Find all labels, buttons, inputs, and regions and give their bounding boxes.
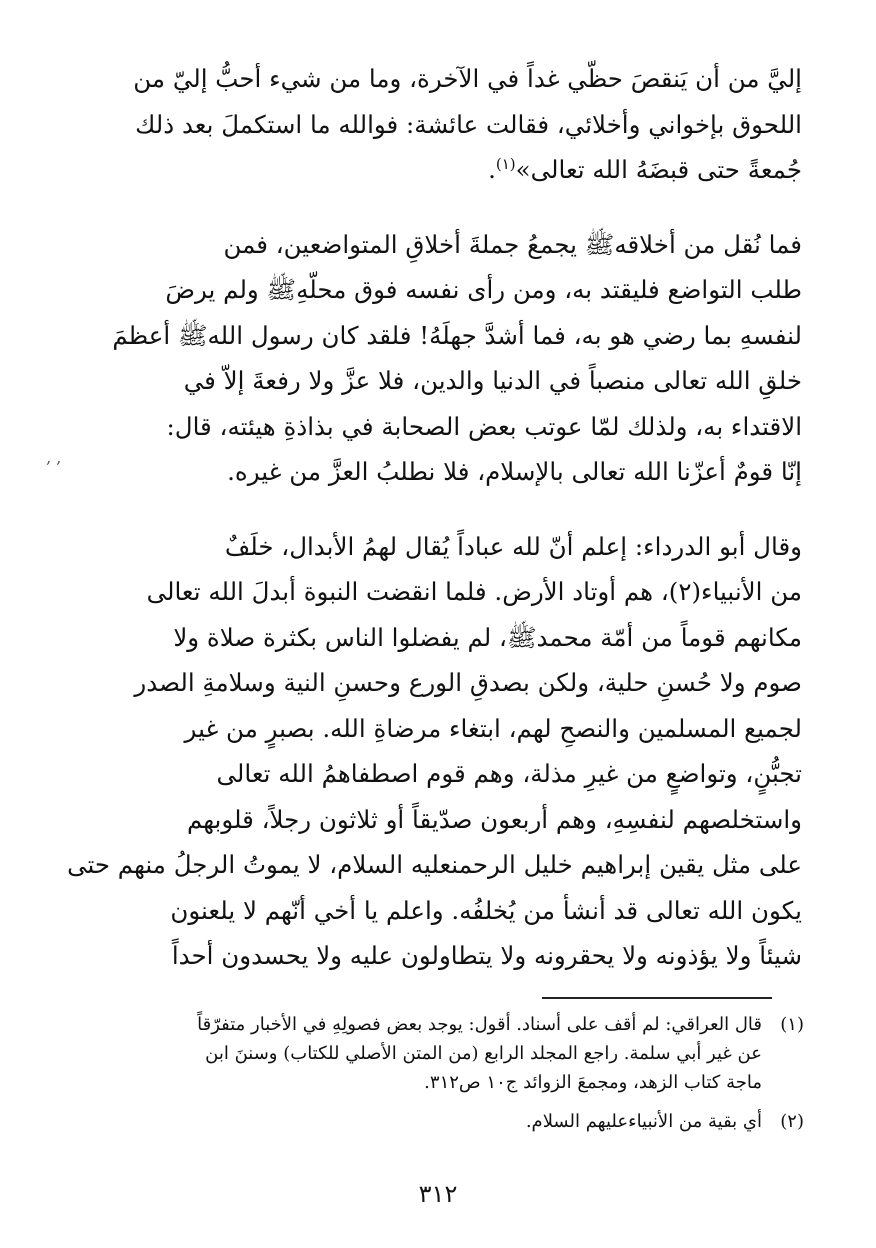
- text-line: طلب التواضع فليقتد به، ومن رأى نفسه فوق محلّهِﷺ ولم يرضَ: [165, 275, 802, 304]
- text-line: مكانهم قوماً من أمّة محمدﷺ، لم يفضلوا الناس بكثرة صلاة ولا: [173, 622, 802, 652]
- text-line: الاقتداء به، ولذلك لمّا عوتب بعض الصحابة في بذاذةِ هيئته، قال:: [166, 411, 802, 441]
- paragraph-2: [76, 222, 802, 495]
- text-line: صوم ولا حُسنِ حلية، ولكن بصدقِ الورع وحسنِ النية وسلامةِ الصدر: [134, 668, 802, 697]
- footnote-number: (١): [780, 1014, 804, 1035]
- sentence-end: .: [488, 155, 496, 184]
- text-line: فما نُقل من أخلاقهﷺ يجمعُ جملةَ أخلاقِ المتواضعين، فمن: [223, 229, 802, 259]
- text-line: من الأنبياء(٢)، هم أوتاد الأرض. فلما انقضت النبوة أبدلَ الله تعالى: [146, 577, 802, 606]
- text-line: يكون الله تعالى قد أنشأ من يُخلفُه. واعلم يا أخي أنّهم لا يلعنون: [170, 895, 802, 925]
- footnote-line: أي بقية من الأنبياءعليهم السلام.: [525, 1111, 762, 1132]
- text-line: خلقِ الله تعالى منصباً في الدنيا والدين، فلا عزَّ ولا رفعةَ إلاّ في: [183, 366, 802, 395]
- text-line: إليَّ من أن يَنقصَ حظّي غداً في الآخرة، وما من شيء أحبُّ إليّ من: [133, 64, 802, 93]
- footnote-divider: [542, 997, 772, 999]
- footnotes: [76, 1010, 804, 1146]
- paragraph-3: [67, 524, 802, 979]
- text-line: واستخلصهم لنفسِهِ، وهم أربعون صدّيقاً أو ثلاثون رجلاً، قلوبهم: [186, 804, 802, 834]
- main-text: [67, 56, 802, 979]
- paragraph-1: [76, 56, 802, 193]
- page-number: ٣١٢: [418, 1180, 458, 1208]
- footnote-ref-1[interactable]: (١): [495, 154, 516, 173]
- text-line: لنفسهِ بما رضي هو به، فما أشدَّ جهلَهُ! فلقد كان رسول اللهﷺ أعظمَ: [112, 320, 802, 350]
- footnote-line: عن غير أبي سلمة. راجع المجلد الرابع (من المتن الأصلي للكتاب) وسننَ ابن: [205, 1043, 762, 1064]
- text-line: إنّا قومٌ أعزّنا الله تعالى بالإسلام، فلا نطلبُ العزَّ من غيره.: [227, 457, 802, 486]
- text-line: تجبُّنٍ، وتواضعٍ من غيرِ مذلة، وهم قوم اصطفاهمُ الله تعالى: [216, 759, 802, 788]
- text-line: وقال أبو الدرداء: إعلم أنّ لله عباداً يُقال لهمُ الأبدال، خلَفٌ: [224, 531, 802, 561]
- footnote-line: ماجة كتاب الزهد، ومجمعَ الزوائد ج١٠ ص٣١٢.: [424, 1072, 762, 1093]
- text-line: اللحوق بإخواني وأخلائي، فقالت عائشة: فوالله ما استكملَ بعد ذلك: [135, 109, 802, 139]
- text-line: شيئاً ولا يؤذونه ولا يحقرونه ولا يتطاولون عليه ولا يحسدون أحداً: [171, 941, 802, 970]
- footnote-1: [76, 1010, 804, 1097]
- text-line: لجميع المسلمين والنصحِ لهم، ابتغاء مرضاةِ الله. بصبرٍ من غير: [184, 713, 802, 743]
- text-line: على مثل يقين إبراهيم خليل الرحمنعليه السلام، لا يموتُ الرجلُ منهم حتى: [67, 850, 802, 879]
- footnote-line: قال العراقي: لم أقف على أسناد. أقول: يوجد بعض فصولِهِ في الأخبار متفرّقاً: [197, 1014, 762, 1035]
- footnote-number: (٢): [780, 1111, 804, 1132]
- text-segment: جُمعةً حتى قبضَهُ الله تعالى»: [515, 155, 802, 184]
- margin-mark: ‚ ‚: [46, 448, 62, 467]
- footnote-2: [76, 1107, 804, 1136]
- text-line: [76, 147, 802, 193]
